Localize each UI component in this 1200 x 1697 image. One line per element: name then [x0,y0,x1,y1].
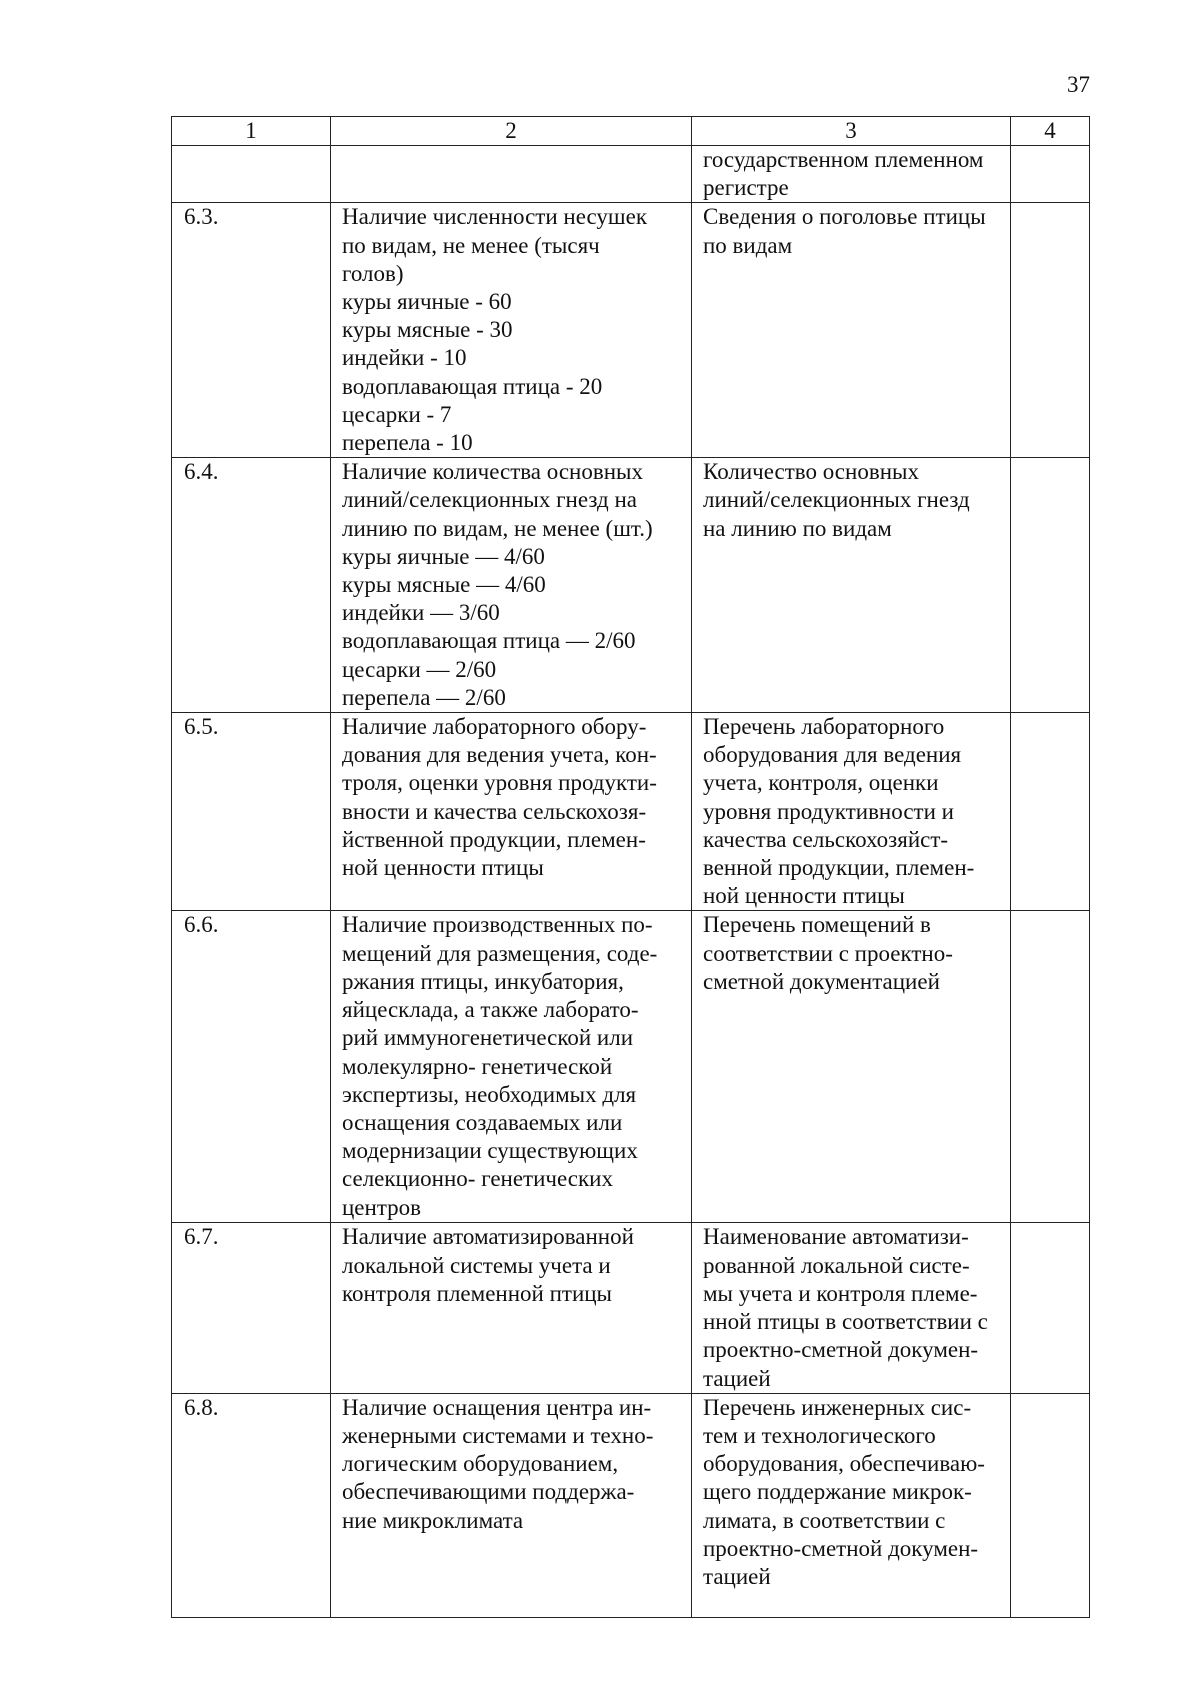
criterion-line: рий иммуногенетической или [342,1025,634,1051]
criterion-line: перепела - 10 [342,430,473,456]
criterion-line: экспертизы, необходимых для [342,1081,637,1107]
criterion-line: индейки - 10 [342,345,467,371]
criterion-line: оснащения создаваемых или [342,1109,623,1135]
criterion-line: по видам, не менее (тысяч [342,232,600,258]
criterion-cell [331,458,692,713]
criterion-line: ние микроклимата [342,1507,524,1533]
criterion-line: дования для ведения учета, кон- [342,742,657,768]
document-cell: Перечень помещений в соответствии с проектно- сметной документацией [692,911,1011,1223]
criterion-line: водоплавающая птица — 2/60 [342,628,636,654]
criterion-line: голов) [342,260,404,286]
criterion-line: Наличие лабораторного обору- [342,714,647,740]
criterion-line: куры яичные - 60 [342,289,512,315]
criterion-line: женерными системами и техно- [342,1422,654,1448]
criterion-line: цесарки - 7 [342,401,452,427]
criterion-line: цесарки — 2/60 [342,656,497,682]
criterion-line: Наличие производственных по- [342,912,653,938]
criterion-cell [331,1223,692,1393]
mark-cell [1011,713,1090,911]
table-row [172,911,1090,1223]
column-header: 1 [172,117,331,146]
criterion-line: куры мясные - 30 [342,317,513,343]
criterion-line: модернизации существующих [342,1138,638,1164]
table-header-row [172,117,1090,146]
criterion-line: вности и качества сельскохозя- [342,798,647,824]
table-row [172,1223,1090,1393]
criterion-line: перепела — 2/60 [342,684,506,710]
table-row [172,146,1090,203]
column-header: 2 [331,117,692,146]
mark-cell [1011,203,1090,458]
criterion-cell [331,203,692,458]
column-header: 4 [1011,117,1090,146]
criterion-line: ржания птицы, инкубатория, [342,968,624,994]
row-number: 6.4. [172,458,331,713]
document-cell: Перечень лабораторного оборудования для ведения учета, контроля, оценки уровня продуктивности и качества сельскохозяйст- венной продукции, племен- ной ценности птицы [692,713,1011,911]
criterion-line: яйцесклада, а также лаборато- [342,997,639,1023]
row-number [172,146,331,203]
row-number: 6.8. [172,1393,331,1617]
criterion-line: ной ценности птицы [342,855,544,881]
mark-cell [1011,146,1090,203]
mark-cell [1011,1393,1090,1617]
criterion-line: куры яичные — 4/60 [342,543,545,569]
column-header: 3 [692,117,1011,146]
criterion-line: контроля племенной птицы [342,1280,613,1306]
criterion-line: йственной продукции, племен- [342,826,646,852]
criterion-line: Наличие численности несушек [342,204,648,230]
table-row [172,1393,1090,1617]
criterion-line: логическим оборудованием, [342,1451,619,1477]
row-number: 6.3. [172,203,331,458]
document-cell: Перечень инженерных сис- тем и технологического оборудования, обеспечиваю- щего поддержание микрок- лимата, в соответствии с проектно-сметной докумен- тацией [692,1393,1011,1617]
table-row [172,458,1090,713]
criterion-line: мещений для размещения, соде- [342,940,658,966]
criterion-line: линию по видам, не менее (шт.) [342,515,653,541]
mark-cell [1011,1223,1090,1393]
row-number: 6.6. [172,911,331,1223]
criterion-line: локальной системы учета и [342,1252,611,1278]
document-cell: государственном племенном регистре [692,146,1011,203]
document-cell: Количество основных линий/селекционных гнезд на линию по видам [692,458,1011,713]
criterion-line: молекулярно- генетической [342,1053,613,1079]
mark-cell [1011,911,1090,1223]
criterion-line: троля, оценки уровня продукти- [342,770,657,796]
criterion-line: линий/селекционных гнезд на [342,487,637,513]
row-number: 6.7. [172,1223,331,1393]
criterion-line: индейки — 3/60 [342,600,500,626]
criterion-line: водоплавающая птица - 20 [342,373,603,399]
table-row [172,713,1090,911]
criterion-line: Наличие оснащения центра ин- [342,1394,652,1420]
criterion-cell [331,146,692,203]
criterion-cell [331,713,692,911]
row-number: 6.5. [172,713,331,911]
criterion-line: обеспечивающими поддержа- [342,1479,635,1505]
table-row [172,203,1090,458]
document-cell: Сведения о поголовье птицы по видам [692,203,1011,458]
criterion-line: селекционно- генетических [342,1166,613,1192]
criterion-line: Наличие количества основных [342,459,643,485]
mark-cell [1011,458,1090,713]
criterion-line: центров [342,1194,422,1220]
page-number: 37 [1067,72,1090,97]
criterion-cell [331,1393,692,1617]
criterion-cell [331,911,692,1223]
criterion-line: Наличие автоматизированной [342,1224,634,1250]
requirements-table [171,116,1090,1618]
criterion-line: куры мясные — 4/60 [342,572,546,598]
document-cell: Наименование автоматизи- рованной локальной систе- мы учета и контроля племе- нной птицы в соответствии с проектно-сметной докумен- тацией [692,1223,1011,1393]
